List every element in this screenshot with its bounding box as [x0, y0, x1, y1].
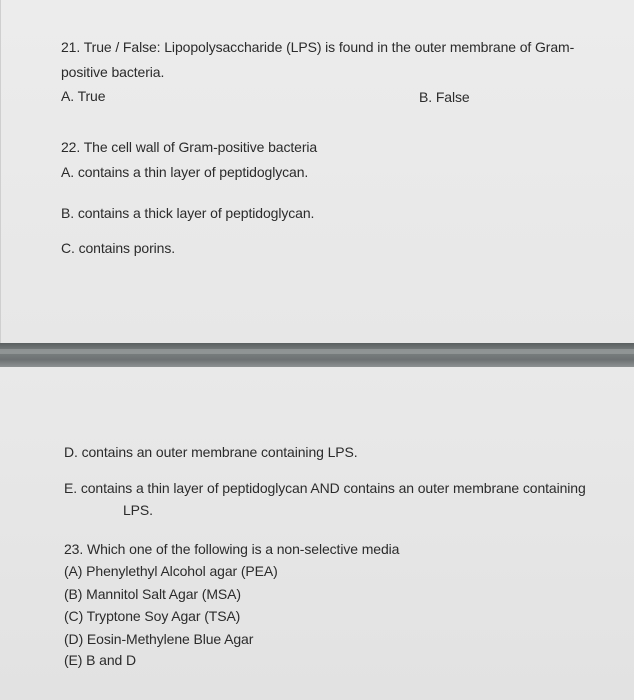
q22-option-b[interactable]: B. contains a thick layer of peptidoglycan. — [61, 205, 315, 221]
q23-option[interactable]: (A) Phenylethyl Alcohol agar (PEA) — [64, 563, 278, 579]
q22-option-d[interactable]: D. contains an outer membrane containing LPS. — [64, 444, 358, 460]
page-divider — [0, 343, 634, 367]
q23-stem: 23. Which one of the following is a non-selective media — [64, 541, 400, 557]
q23-option[interactable]: (B) Mannitol Salt Agar (MSA) — [64, 586, 241, 602]
q23-option[interactable]: (C) Tryptone Soy Agar (TSA) — [64, 608, 241, 624]
q23-option[interactable]: (E) B and D — [64, 652, 137, 668]
q22-option-e-line1[interactable]: E. contains a thin layer of peptidoglycan AND contains an outer membrane containing — [64, 480, 586, 496]
q21-stem-line1: 21. True / False: Lipopolysaccharide (LPS) is found in the outer membrane of Gram- — [61, 39, 575, 55]
q22-option-c[interactable]: C. contains porins. — [61, 240, 176, 256]
q21-option-b[interactable]: B. False — [419, 89, 470, 105]
q21-stem-line2: positive bacteria. — [61, 64, 165, 80]
q22-stem: 22. The cell wall of Gram-positive bacteria — [61, 139, 318, 155]
q22-option-a[interactable]: A. contains a thin layer of peptidoglycan. — [61, 164, 309, 180]
q23-option[interactable]: (D) Eosin-Methylene Blue Agar — [64, 631, 254, 647]
q22-option-e-line2[interactable]: LPS. — [123, 502, 153, 518]
q21-option-a[interactable]: A. True — [61, 88, 106, 104]
